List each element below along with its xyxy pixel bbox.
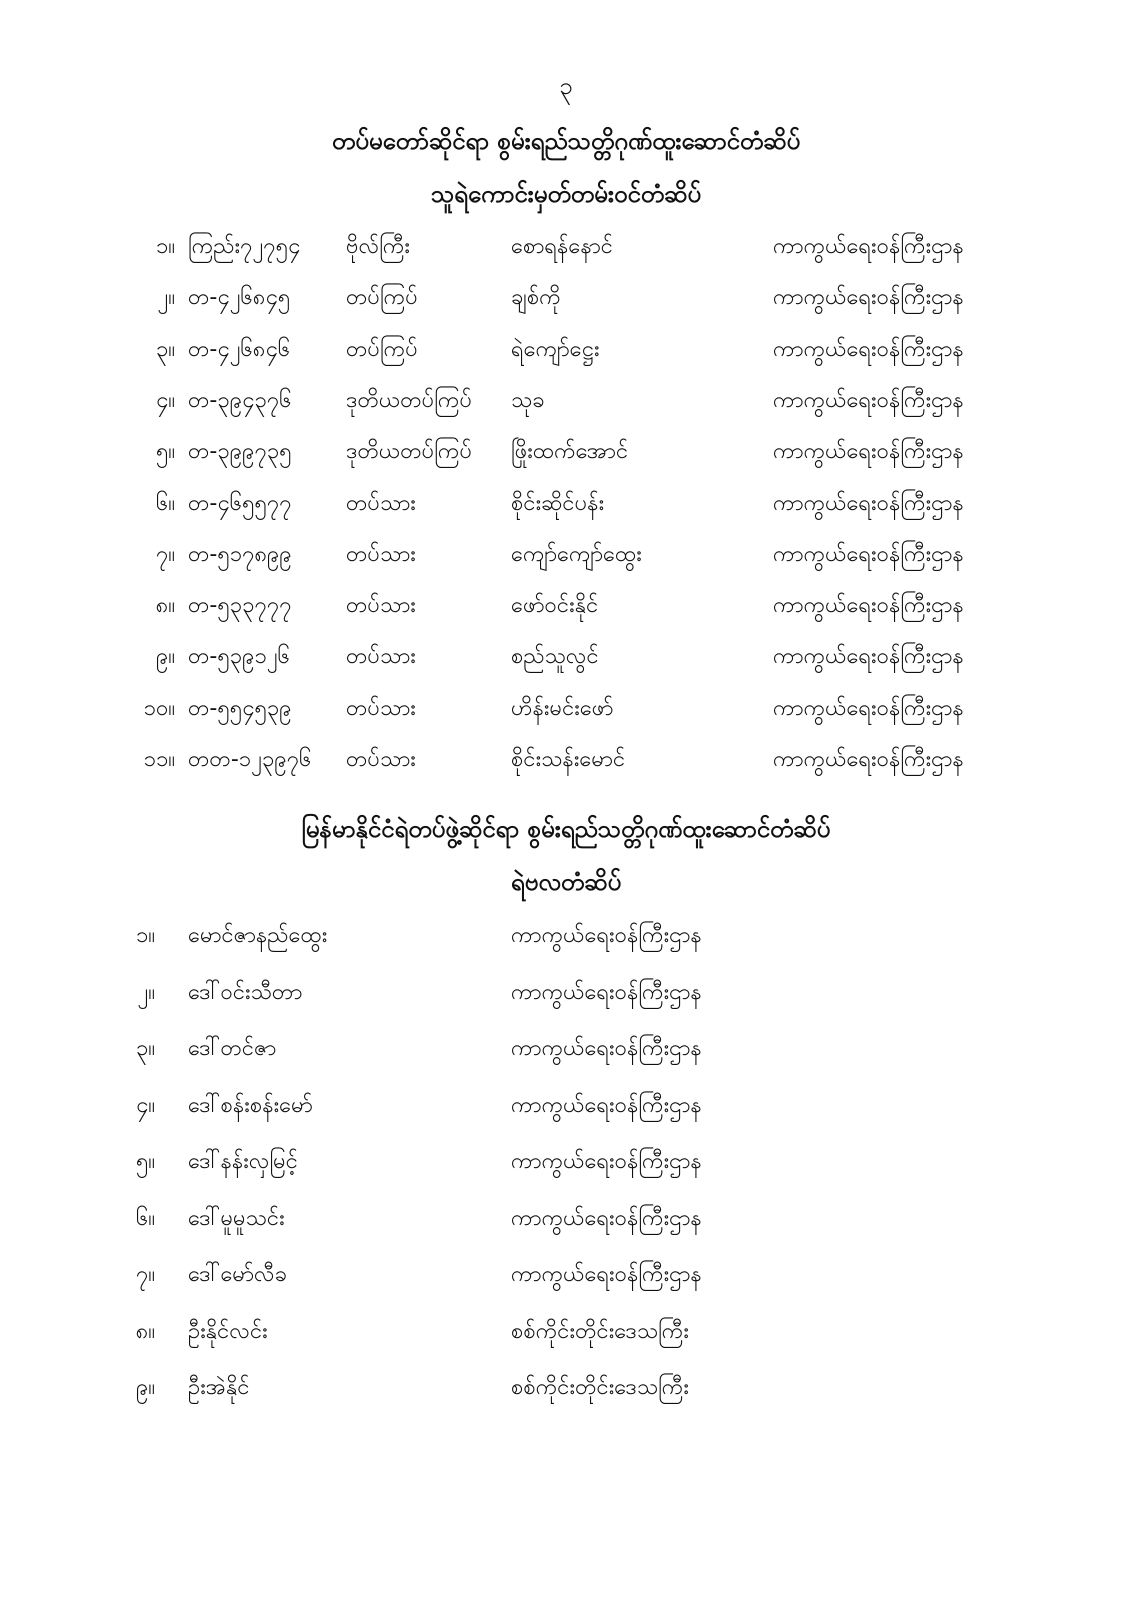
rank: တပ်သား	[346, 695, 416, 721]
row-number: ၇။	[155, 541, 175, 567]
row-number: ၄။	[155, 387, 175, 413]
table-row	[0, 744, 1132, 784]
department: ကာကွယ်ရေးဝန်ကြီးဌာန	[773, 747, 964, 772]
person-name: ချစ်ကို	[511, 285, 561, 311]
row-number: ၄။	[135, 1092, 155, 1118]
table-row	[0, 385, 1132, 425]
list-item	[0, 1316, 1132, 1356]
row-number: ၈။	[155, 593, 175, 619]
department: ကာကွယ်ရေးဝန်ကြီးဌာန	[773, 541, 964, 567]
person-name: ဖော်ဝင်းနိုင်	[511, 593, 599, 619]
person-name: ဒေါ်ဝင်းသီတာ	[188, 979, 303, 1005]
department: ကာကွယ်ရေးဝန်ကြီးဌာန	[773, 439, 964, 465]
rank: တပ်သား	[346, 541, 416, 567]
list-item	[0, 1259, 1132, 1299]
list-item	[0, 1203, 1132, 1243]
list-item	[0, 920, 1132, 960]
rank: တပ်ကြပ်	[346, 336, 418, 362]
row-number: ၁။	[135, 923, 155, 948]
list-item	[0, 1033, 1132, 1073]
rank: တပ်သား	[346, 593, 416, 619]
person-name: သုခ	[511, 387, 545, 413]
section1-title: တပ်မတော်ဆိုင်ရာ စွမ်းရည်သတ္တိဂုဏ်ထူးဆောင်တံဆိပ်	[331, 127, 801, 155]
row-number: ၆။	[155, 490, 175, 516]
row-number: ၂။	[137, 979, 155, 1005]
service-id: တ-၅၁၇၈၉၉	[188, 541, 292, 567]
row-number: ၁၁။	[143, 747, 175, 772]
service-id: တ-၃၉၉၇၃၅	[188, 439, 292, 465]
person-name: ဒေါ်မူမူသင်း	[188, 1205, 285, 1231]
person-name: ဒေါ်တင်ဇာ	[188, 1036, 277, 1061]
list-item	[0, 1090, 1132, 1130]
list-item	[0, 977, 1132, 1017]
department: ကာကွယ်ရေးဝန်ကြီးဌာန	[511, 979, 702, 1005]
row-number: ၉။	[155, 644, 175, 670]
table-row	[0, 539, 1132, 579]
row-number: ၁။	[155, 234, 175, 259]
department: စစ်ကိုင်းတိုင်းဒေသကြီး	[511, 1375, 689, 1400]
person-name: ဖြိုးထက်အောင်	[511, 439, 629, 465]
service-id: ကြည်း၇၂၇၅၄	[188, 234, 301, 259]
table-row	[0, 334, 1132, 374]
department: ကာကွယ်ရေးဝန်ကြီးဌာန	[511, 1205, 702, 1231]
person-name: ဒေါ်မော်လီခ	[188, 1262, 288, 1287]
person-name: ဟိန်းမင်းဖော်	[511, 695, 614, 721]
table-row	[0, 488, 1132, 528]
department: ကာကွယ်ရေးဝန်ကြီးဌာန	[773, 234, 964, 259]
row-number: ၆။	[135, 1205, 155, 1231]
row-number: ၇။	[135, 1262, 155, 1287]
rank: ဒုတိယတပ်ကြပ်	[346, 387, 472, 413]
person-name: စိုင်းသန်းမောင်	[511, 747, 626, 772]
row-number: ၃။	[155, 336, 175, 362]
service-id: တ-၅၃၉၁၂၆	[188, 644, 291, 670]
person-name: ဒေါ်စန်းစန်းမော်	[188, 1092, 313, 1118]
table-row	[0, 641, 1132, 681]
service-id: တ-၅၅၄၅၃၉	[188, 695, 292, 721]
department: ကာကွယ်ရေးဝန်ကြီးဌာန	[511, 1036, 702, 1061]
rank: ဒုတိယတပ်ကြပ်	[346, 439, 472, 465]
row-number: ၂။	[157, 285, 175, 311]
service-id: တ-၄၆၅၅၇၇	[188, 490, 292, 516]
rank: တပ်သား	[346, 644, 416, 670]
department: စစ်ကိုင်းတိုင်းဒေသကြီး	[511, 1318, 689, 1344]
person-name: စိုင်းဆိုင်ပန်း	[511, 490, 605, 516]
department: ကာကွယ်ရေးဝန်ကြီးဌာန	[773, 336, 964, 362]
department: ကာကွယ်ရေးဝန်ကြီးဌာန	[773, 387, 964, 413]
table-row	[0, 590, 1132, 630]
service-id: တ-၄၂၆၈၄၆	[188, 336, 291, 362]
person-name: စောရန်နောင်	[511, 234, 613, 259]
service-id: တတ-၁၂၃၉၇၆	[188, 747, 312, 772]
section2-subtitle: ရဲဗလတံဆိပ်	[510, 868, 622, 896]
table-row	[0, 693, 1132, 733]
department: ကာကွယ်ရေးဝန်ကြီးဌာန	[511, 1092, 702, 1118]
service-id: တ-၅၃၃၇၇၇	[188, 593, 292, 619]
department: ကာကွယ်ရေးဝန်ကြီးဌာန	[773, 490, 964, 516]
section1-subtitle: သူရဲကောင်းမှတ်တမ်းဝင်တံဆိပ်	[430, 180, 702, 208]
person-name: ရဲကျော်ဋ္ဌေး	[511, 336, 600, 362]
rank: တပ်ကြပ်	[346, 285, 418, 311]
list-item	[0, 1146, 1132, 1186]
department: ကာကွယ်ရေးဝန်ကြီးဌာန	[511, 1262, 702, 1287]
department: ကာကွယ်ရေးဝန်ကြီးဌာန	[511, 923, 702, 948]
table-row	[0, 436, 1132, 476]
department: ကာကွယ်ရေးဝန်ကြီးဌာန	[773, 285, 964, 311]
table-row	[0, 231, 1132, 271]
rank: တပ်သား	[346, 747, 416, 772]
list-item	[0, 1372, 1132, 1412]
department: ကာကွယ်ရေးဝန်ကြီးဌာန	[773, 695, 964, 721]
department: ကာကွယ်ရေးဝန်ကြီးဌာန	[511, 1149, 702, 1174]
service-id: တ-၄၂၆၈၄၅	[188, 285, 291, 311]
person-name: မောင်ဇာနည်ထွေး	[188, 923, 328, 948]
row-number: ၅။	[155, 439, 175, 465]
row-number: ၃။	[135, 1036, 155, 1061]
person-name: ကျော်ကျော်ထွေး	[511, 541, 642, 567]
department: ကာကွယ်ရေးဝန်ကြီးဌာန	[773, 644, 964, 670]
person-name: ဦးနိုင်လင်း	[188, 1318, 268, 1344]
row-number: ၁၀။	[143, 695, 175, 721]
service-id: တ-၃၉၄၃၇၆	[188, 387, 292, 413]
row-number: ၉။	[135, 1375, 155, 1400]
rank: ဗိုလ်ကြီး	[346, 234, 411, 259]
person-name: ဦးအဲနိုင်	[188, 1375, 250, 1400]
table-row	[0, 282, 1132, 322]
row-number: ၈။	[135, 1318, 155, 1344]
page-number: ၃	[559, 72, 573, 100]
person-name: ဒေါ်နန်းလှမြင့်	[188, 1149, 298, 1174]
row-number: ၅။	[135, 1149, 155, 1174]
person-name: စည်သူလွင်	[511, 644, 599, 670]
department: ကာကွယ်ရေးဝန်ကြီးဌာန	[773, 593, 964, 619]
section2-title: မြန်မာနိုင်ငံရဲတပ်ဖွဲ့ဆိုင်ရာ စွမ်းရည်သတ္တိဂုဏ်ထူးဆောင်တံဆိပ်	[301, 815, 831, 843]
rank: တပ်သား	[346, 490, 416, 516]
